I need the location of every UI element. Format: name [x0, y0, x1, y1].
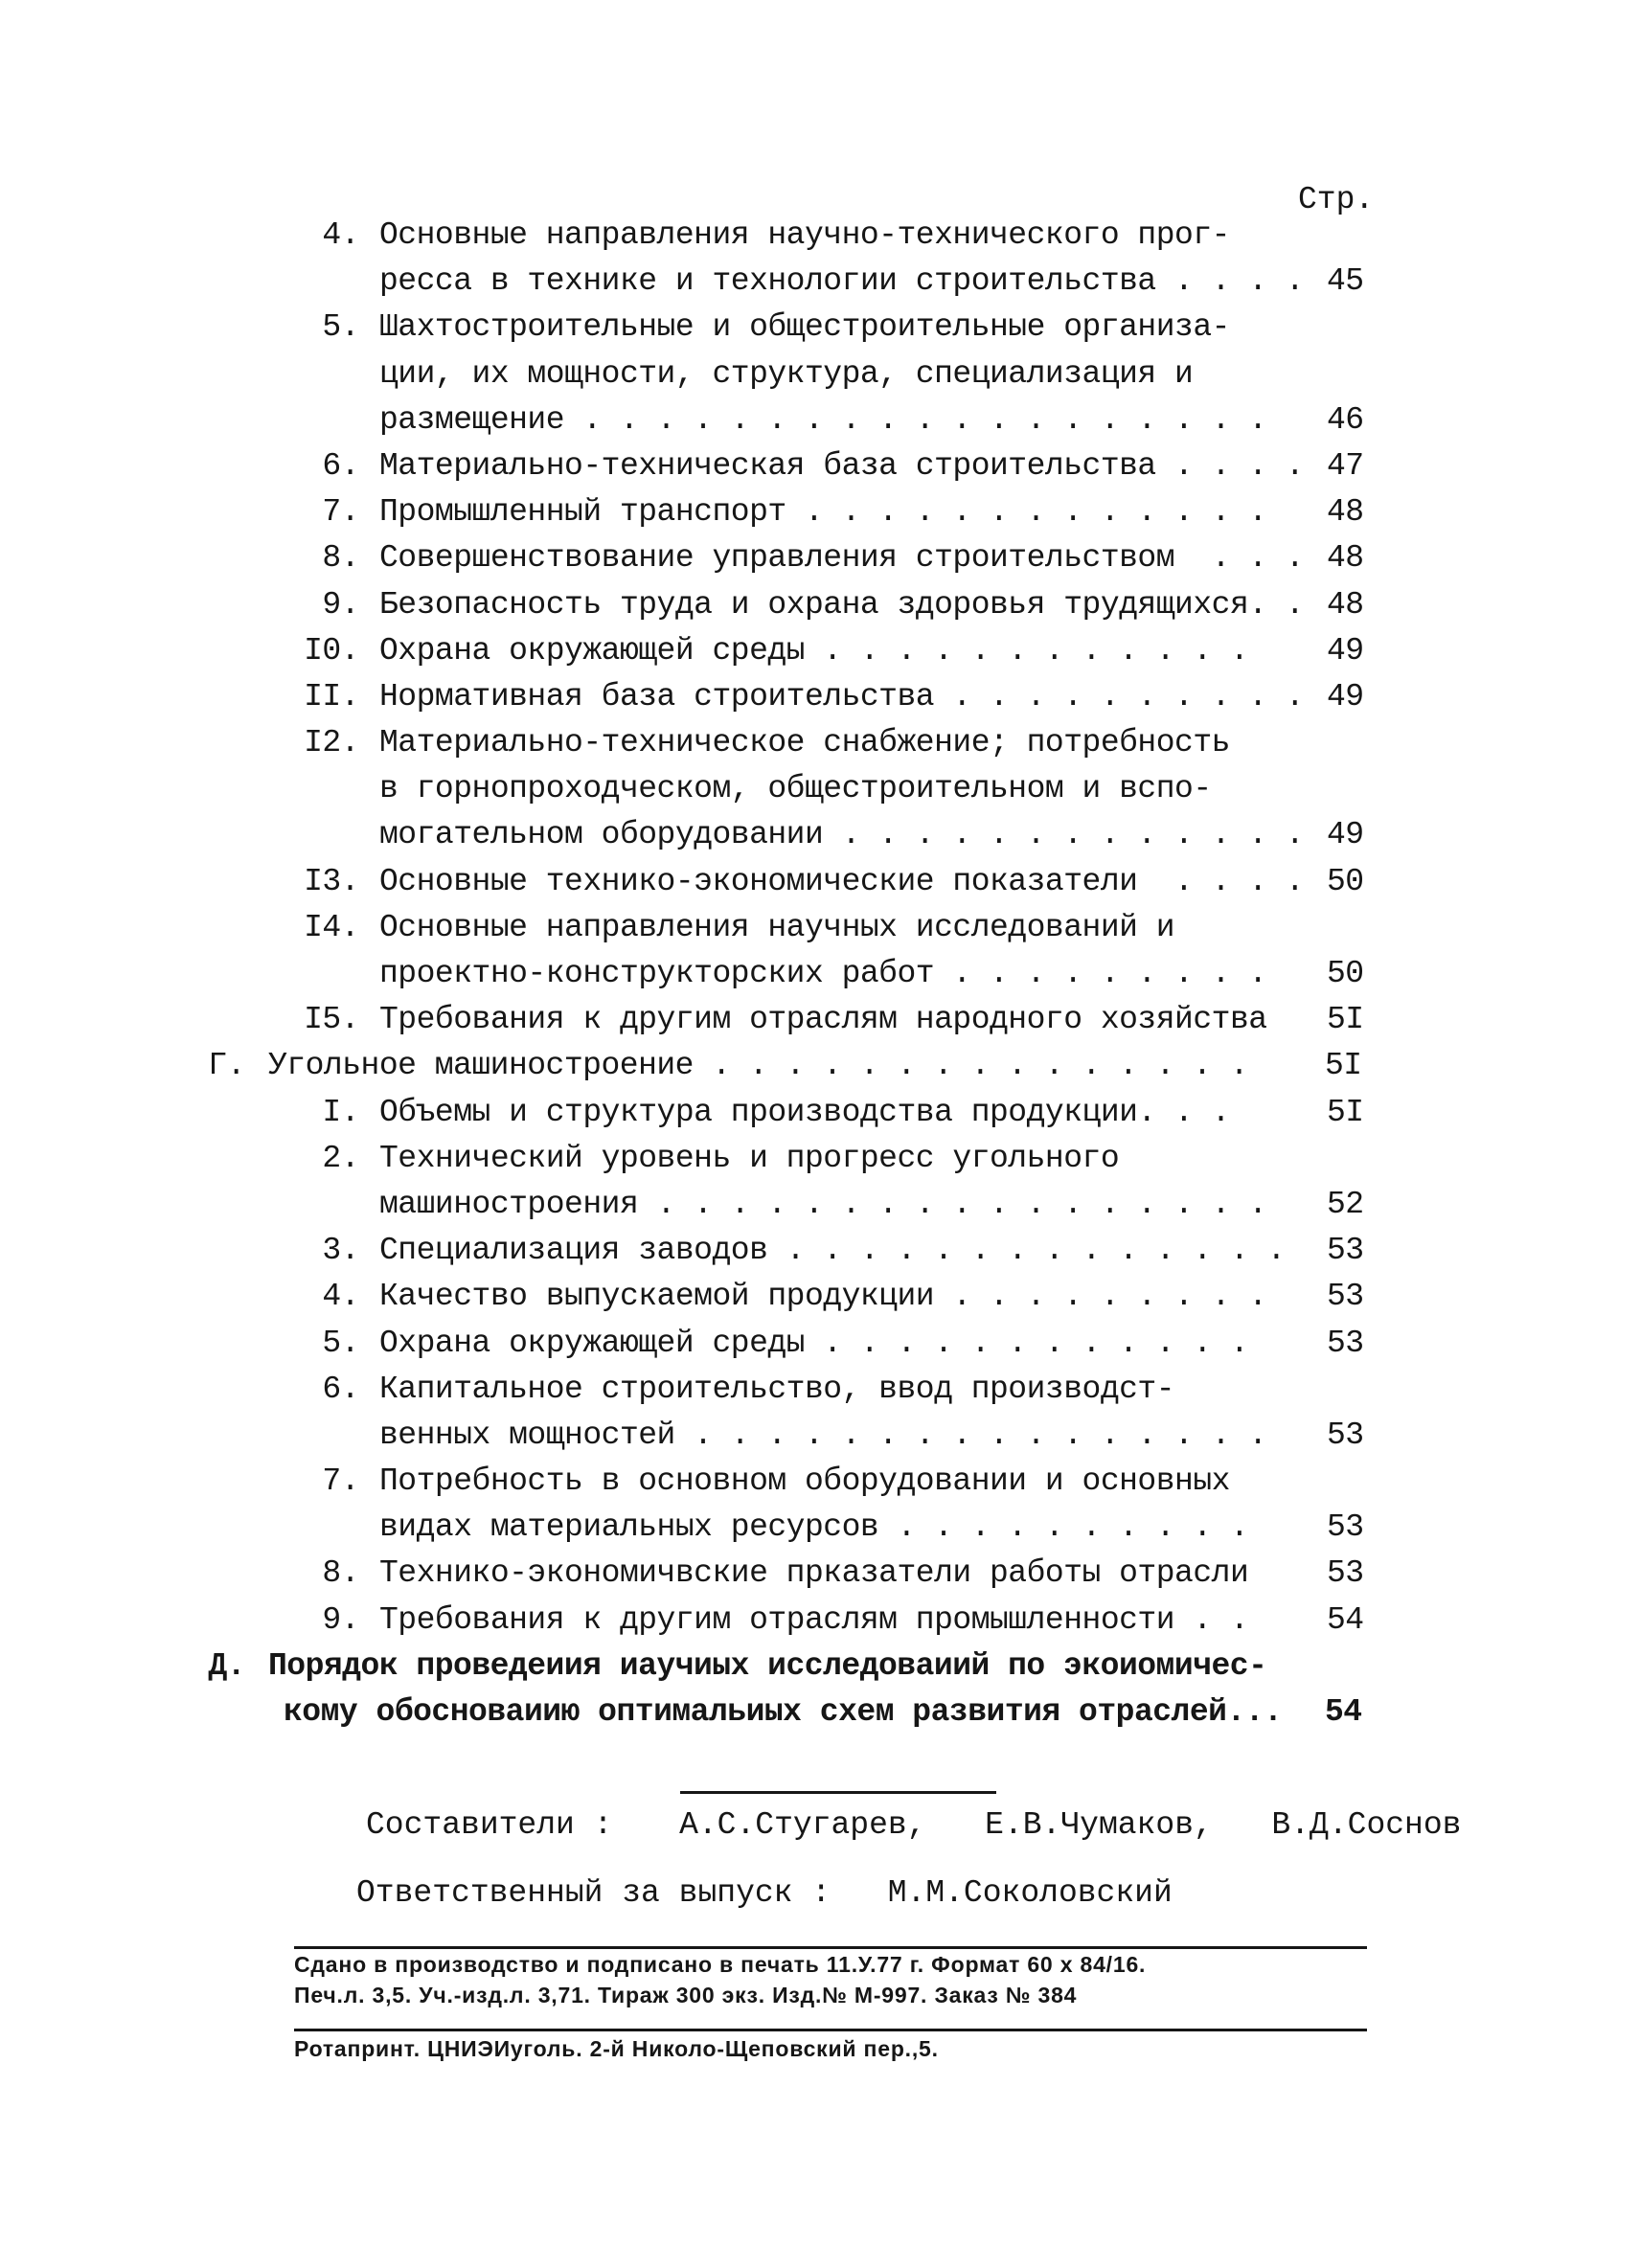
- toc-item-title: [379, 1228, 1286, 1274]
- imprint-line-1: Сдано в производство и подписано в печать 11.У.77 г. Формат 60 x 84/16.: [294, 1952, 1147, 1977]
- toc-item-title: [379, 213, 1230, 259]
- toc-line: [211, 1090, 1379, 1136]
- toc-dot-leader: . . . . . . . . . . . .: [804, 632, 1249, 669]
- toc-item-title: [379, 582, 1304, 628]
- toc-item-text: Безопасность труда и охрана здоровья трудящихся.: [379, 586, 1267, 623]
- toc-item-text: Промышленный транспорт: [379, 494, 786, 531]
- toc-item-title: [379, 1459, 1230, 1505]
- toc-item-number: I2.: [304, 725, 359, 761]
- toc-dot-leader: . . .: [1174, 540, 1305, 577]
- toc-item-number: Г.: [208, 1048, 245, 1084]
- toc-item-text: Специализация заводов: [379, 1233, 768, 1269]
- toc-page-number: 53: [1327, 1233, 1364, 1269]
- toc-dot-leader: . . . . . . . . . .: [934, 678, 1305, 714]
- toc-dot-leader: . .: [1155, 1094, 1230, 1130]
- toc-item-number: 9.: [322, 586, 359, 623]
- toc-item-text: Основные технико-экономические показатели: [379, 863, 1138, 899]
- toc-item-text: кому обосноваиию оптимальиых схем развития отраслей...: [284, 1694, 1283, 1730]
- toc-line: [211, 628, 1379, 674]
- toc-item-text: Шахтостроительные и общестроительные организа-: [379, 309, 1230, 346]
- toc-item-text: в горнопроходческом, общестроительном и вспо-: [379, 771, 1212, 807]
- toc-item-text: проектно-конструкторских работ: [379, 956, 935, 991]
- toc-dot-leader: . . . . . . . . . . . . . . .: [693, 1048, 1249, 1084]
- toc-dot-leader: . .: [1174, 1601, 1249, 1638]
- toc-item-text: Материально-техническое снабжение; потребность: [379, 725, 1230, 761]
- toc-line: [209, 1043, 1379, 1089]
- toc-item-text: машиностроения: [379, 1186, 639, 1222]
- toc-page-number: 45: [1327, 263, 1364, 300]
- toc-line: [211, 305, 1379, 351]
- toc-line: [211, 443, 1379, 489]
- toc-item-title: [379, 1367, 1174, 1413]
- toc-page-number: 48: [1327, 540, 1364, 577]
- imprint-line-3: Ротапринт. ЦНИЭИуголь. 2-й Николо-Щеповский пер.,5.: [294, 2036, 939, 2061]
- toc-page-number: 46: [1327, 401, 1364, 438]
- toc-item-title: [379, 443, 1304, 489]
- toc-page-number: 49: [1327, 678, 1364, 714]
- toc-line: [211, 582, 1379, 628]
- toc-item-text: Требования к другим отраслям народного хозяйства: [379, 1002, 1267, 1038]
- toc-item-title: [379, 1321, 1248, 1367]
- toc-item-number: 7.: [322, 1463, 359, 1500]
- toc-dot-leader: . . . . . . . . . . . . . . . .: [674, 1417, 1267, 1453]
- toc-item-title: [268, 1043, 1248, 1089]
- responsible-label: Ответственный за выпуск :: [356, 1875, 831, 1911]
- toc-page-number: 5I: [1325, 1048, 1362, 1084]
- toc-page-number: 53: [1327, 1555, 1364, 1592]
- toc-line: [211, 720, 1379, 766]
- toc-item-text: Охрана окружающей среды: [379, 632, 805, 669]
- toc-item-title: [379, 997, 1267, 1043]
- toc-line: [211, 1459, 1379, 1505]
- toc-page-number: 54: [1325, 1694, 1362, 1730]
- toc-dot-leader: . . . . . . . . . . . . . .: [767, 1233, 1286, 1269]
- toc-item-title: [379, 951, 1267, 997]
- toc-item-number: 5.: [322, 1325, 359, 1361]
- toc-item-text: Угольное машиностроение: [268, 1048, 694, 1084]
- toc-item-title: [379, 535, 1304, 581]
- toc-item-title: [379, 859, 1304, 905]
- toc-item-title: [379, 352, 1193, 397]
- toc-item-number: 7.: [322, 494, 359, 531]
- toc-item-title: [379, 674, 1304, 720]
- toc-item-number: 8.: [322, 540, 359, 577]
- toc-dot-leader: . . . .: [1155, 447, 1305, 484]
- toc-item-title: [284, 1690, 1282, 1735]
- toc-item-title: [379, 1551, 1248, 1597]
- toc-line: [211, 1136, 1379, 1182]
- toc-dot-leader: . . . . . . . . . . . . . . . . .: [638, 1186, 1267, 1222]
- responsible-name: М.М.Соколовский: [887, 1875, 1173, 1911]
- toc-item-text: Охрана окружающей среды: [379, 1325, 805, 1361]
- toc-dot-leader: .: [1266, 586, 1305, 623]
- toc-item-title: [379, 1413, 1267, 1459]
- toc-line: [211, 397, 1379, 443]
- toc-item-text: ресса в технике и технологии строительства: [379, 263, 1156, 300]
- toc-line: [211, 812, 1379, 858]
- toc-dot-leader: . . . . . . . . . . . .: [804, 1325, 1249, 1361]
- toc-page-number: 48: [1327, 494, 1364, 531]
- toc-item-text: Потребность в основном оборудовании и основных: [379, 1463, 1230, 1500]
- separator-rule: [680, 1791, 996, 1794]
- toc-line: [211, 213, 1379, 259]
- toc-page-number: 48: [1327, 586, 1364, 623]
- toc-dot-leader: . . . . . . . . .: [934, 956, 1267, 991]
- toc-item-text: Требования к другим отраслям промышленности: [379, 1601, 1175, 1638]
- toc-item-text: Совершенствование управления строительством: [379, 540, 1175, 577]
- toc-item-text: венных мощностей: [379, 1417, 675, 1453]
- toc-line: [211, 1321, 1379, 1367]
- toc-item-text: ции, их мощности, структура, специализация и: [379, 355, 1194, 392]
- toc-item-text: Материально-техническая база строительства: [379, 447, 1156, 484]
- toc-line: [211, 1182, 1379, 1228]
- toc-item-text: Технический уровень и прогресс угольного: [379, 1140, 1120, 1176]
- toc-page-number: 49: [1327, 632, 1364, 669]
- toc-item-title: [379, 628, 1248, 674]
- toc-item-title: [379, 397, 1267, 443]
- toc-item-text: Порядок проведеиия иаучиых исследоваиий по экоиомичес-: [268, 1647, 1267, 1684]
- toc-dot-leader: . . . . . . . . .: [934, 1279, 1267, 1315]
- toc-item-number: 9.: [322, 1601, 359, 1638]
- toc-line: [211, 859, 1379, 905]
- toc-item-number: II.: [304, 678, 359, 714]
- toc-page-number: 53: [1327, 1417, 1364, 1453]
- toc-page-number: 50: [1327, 863, 1364, 899]
- toc-item-title: [379, 305, 1230, 351]
- compilers-label: Составители :: [366, 1807, 613, 1843]
- toc-item-number: I.: [322, 1094, 359, 1130]
- toc-item-number: 2.: [322, 1140, 359, 1176]
- toc-page-number: 5I: [1327, 1094, 1364, 1130]
- toc-line: [211, 905, 1379, 951]
- toc-item-number: 6.: [322, 1371, 359, 1407]
- toc-page-number: 50: [1327, 956, 1364, 991]
- toc-item-title: [379, 1598, 1248, 1644]
- compilers-line: [366, 1807, 1461, 1843]
- toc-line: [211, 674, 1379, 720]
- toc-line: [211, 489, 1379, 535]
- toc-line: [211, 1598, 1379, 1644]
- toc-line: [211, 352, 1379, 397]
- toc-item-number: 4.: [322, 1279, 359, 1315]
- toc-item-number: I0.: [304, 632, 359, 669]
- toc-item-number: Д.: [208, 1647, 245, 1684]
- toc-page-number: 54: [1327, 1601, 1364, 1638]
- toc-page-number: 53: [1327, 1279, 1364, 1315]
- toc-item-title: [379, 905, 1174, 951]
- toc-line: [211, 1228, 1379, 1274]
- toc-item-text: размещение: [379, 401, 565, 438]
- toc-item-number: 6.: [322, 447, 359, 484]
- imprint-line-2: Печ.л. 3,5. Уч.-изд.л. 3,71. Тираж 300 экз. Изд.№ М-997. Заказ № 384: [294, 1983, 1078, 2007]
- toc-page-number: 53: [1327, 1325, 1364, 1361]
- toc-item-number: 4.: [322, 217, 359, 253]
- toc-item-number: 5.: [322, 309, 359, 346]
- toc-dot-leader: . . . . . . . . . . . . .: [823, 817, 1305, 853]
- imprint-bottom-rule: [294, 2029, 1367, 2031]
- toc-item-number: I5.: [304, 1002, 359, 1038]
- toc-line: [211, 259, 1379, 305]
- toc-item-title: [379, 812, 1304, 858]
- responsible-line: [356, 1875, 1173, 1911]
- toc-item-title: [268, 1644, 1266, 1690]
- toc-item-text: видах материальных ресурсов: [379, 1509, 879, 1546]
- toc-item-text: Основные направления научно-технического прог-: [379, 217, 1230, 253]
- toc-line: [211, 1413, 1379, 1459]
- toc-item-title: [379, 766, 1212, 812]
- toc-item-text: Нормативная база строительства: [379, 678, 935, 714]
- toc-item-text: Основные направления научных исследований и: [379, 909, 1175, 945]
- imprint-top-rule: [294, 1946, 1367, 1949]
- toc-item-title: [379, 259, 1304, 305]
- compiler-name: В.Д.Соснов: [1271, 1807, 1462, 1843]
- toc-item-title: [379, 720, 1230, 766]
- toc-dot-leader: . . . .: [1155, 263, 1305, 300]
- toc-item-title: [379, 1274, 1267, 1320]
- toc-item-number: 8.: [322, 1555, 359, 1592]
- toc-item-title: [379, 1505, 1248, 1551]
- toc-item-text: Качество выпускаемой продукции: [379, 1279, 935, 1315]
- toc-dot-leader: . . . . . . . . . . . . . . . . . . .: [564, 401, 1267, 438]
- toc-item-title: [379, 1090, 1230, 1136]
- toc-page-number: 47: [1327, 447, 1364, 484]
- toc-line: [211, 1505, 1379, 1551]
- compiler-name: Е.В.Чумаков,: [985, 1807, 1213, 1843]
- toc-line: [211, 951, 1379, 997]
- toc-item-text: могательном оборудовании: [379, 817, 824, 853]
- toc-item-title: [379, 489, 1267, 535]
- toc-line: [211, 1274, 1379, 1320]
- compiler-name: А.С.Стугарев,: [679, 1807, 926, 1843]
- toc-line: [211, 1367, 1379, 1413]
- toc-dot-leader: . . . .: [1137, 863, 1305, 899]
- toc-dot-leader: . . . . . . . . . . . . .: [786, 494, 1267, 531]
- toc-item-number: I4.: [304, 909, 359, 945]
- toc-item-title: [379, 1136, 1119, 1182]
- toc-item-text: Объемы и структура производства продукции.: [379, 1094, 1156, 1130]
- table-of-contents: [208, 213, 1379, 1735]
- toc-page-number: 52: [1327, 1186, 1364, 1222]
- toc-line: [211, 766, 1379, 812]
- toc-page-number: 5I: [1327, 1002, 1364, 1038]
- toc-item-text: Технико-экономичвские прказатели работы отрасли: [379, 1555, 1249, 1592]
- toc-dot-leader: . . . . . . . . . .: [878, 1509, 1249, 1546]
- toc-line: [211, 535, 1379, 581]
- toc-line: [209, 1690, 1379, 1735]
- toc-item-number: 3.: [322, 1233, 359, 1269]
- toc-line: [211, 1551, 1379, 1597]
- toc-item-number: I3.: [304, 863, 359, 899]
- toc-line: [211, 997, 1379, 1043]
- toc-line: [209, 1644, 1379, 1690]
- toc-page-number: 53: [1327, 1509, 1364, 1546]
- page-column-header: Стр.: [1298, 182, 1375, 217]
- toc-item-text: Капитальное строительство, ввод производст-: [379, 1371, 1175, 1407]
- toc-item-title: [379, 1182, 1267, 1228]
- toc-page-number: 49: [1327, 817, 1364, 853]
